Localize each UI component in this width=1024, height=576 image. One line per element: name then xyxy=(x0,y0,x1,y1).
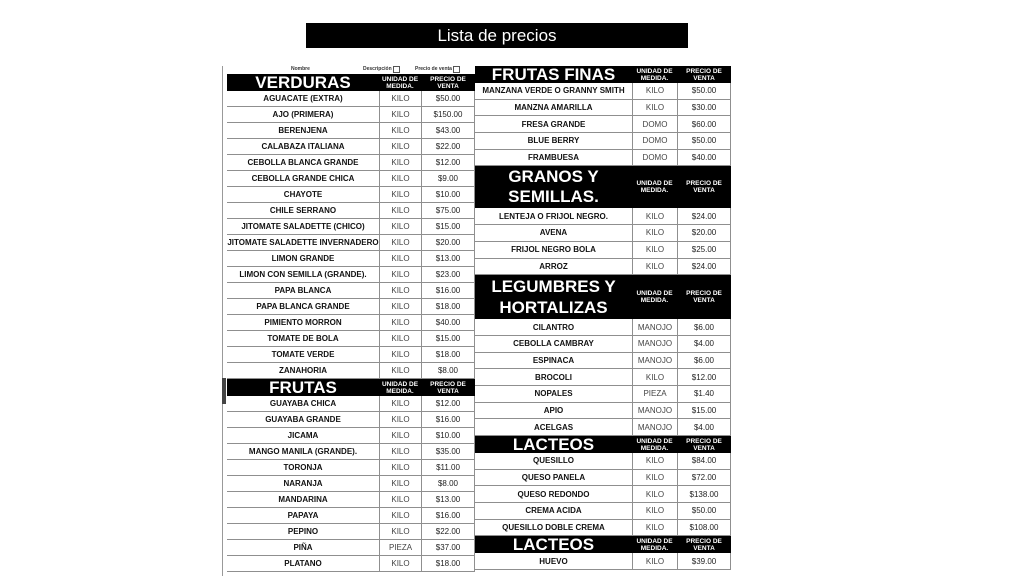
price-value: $40.00 xyxy=(421,315,475,330)
table-row xyxy=(227,556,475,572)
price-value: $1.40 xyxy=(677,386,731,402)
table-row xyxy=(475,336,731,353)
product-name: CEBOLLA GRANDE CHICA xyxy=(251,174,355,183)
price-value: $50.00 xyxy=(421,91,475,106)
unit-value: KILO xyxy=(379,219,421,234)
unit-value: KILO xyxy=(632,369,677,385)
product-name: CEBOLLA CAMBRAY xyxy=(513,339,594,349)
table-row xyxy=(475,83,731,100)
filter-row xyxy=(227,66,475,74)
table-row xyxy=(227,428,475,444)
table-row xyxy=(227,283,475,299)
table-row xyxy=(475,353,731,370)
section-header xyxy=(475,66,731,83)
price-value: $37.00 xyxy=(421,540,475,555)
section-header xyxy=(475,436,731,453)
product-name: JITOMATE SALADETTE INVERNADERO xyxy=(227,238,379,247)
product-name: JICAMA xyxy=(287,431,319,440)
product-name: PAPAYA xyxy=(287,511,319,520)
table-row xyxy=(475,453,731,470)
section-title: LACTEOS xyxy=(512,435,595,454)
product-name: BERENJENA xyxy=(278,126,328,135)
product-name: APIO xyxy=(543,405,564,415)
unit-value: MANOJO xyxy=(632,419,677,435)
unit-value: KILO xyxy=(379,556,421,571)
table-row xyxy=(475,553,731,570)
price-value: $35.00 xyxy=(421,444,475,459)
table-row xyxy=(475,470,731,487)
price-value: $25.00 xyxy=(677,242,731,258)
unit-value: KILO xyxy=(379,315,421,330)
price-value: $8.00 xyxy=(421,363,475,378)
section-title: LACTEOS xyxy=(512,535,595,555)
price-list-sheet xyxy=(222,66,731,576)
price-value: $84.00 xyxy=(677,453,731,469)
table-row xyxy=(475,403,731,420)
table-row xyxy=(475,100,731,117)
price-value: $15.00 xyxy=(421,219,475,234)
table-row xyxy=(227,347,475,363)
table-row xyxy=(475,242,731,259)
price-header: PRECIO DE VENTA xyxy=(430,380,466,395)
price-header: PRECIO DE VENTA xyxy=(686,290,722,305)
price-value: $15.00 xyxy=(421,331,475,346)
price-value: $13.00 xyxy=(421,492,475,507)
product-name: HUEVO xyxy=(539,556,568,566)
table-row xyxy=(475,486,731,503)
table-row xyxy=(475,259,731,276)
unit-value: KILO xyxy=(379,283,421,298)
price-value: $4.00 xyxy=(677,336,731,352)
price-value: $18.00 xyxy=(421,299,475,314)
price-value: $150.00 xyxy=(421,107,475,122)
product-name: MANGO MANILA (GRANDE). xyxy=(248,447,358,456)
table-row xyxy=(475,133,731,150)
section-title: FRUTAS FINAS xyxy=(491,66,616,84)
price-header: PRECIO DE VENTA xyxy=(686,67,722,82)
table-row xyxy=(475,369,731,386)
price-value: $9.00 xyxy=(421,171,475,186)
product-name: TOMATE VERDE xyxy=(271,350,335,359)
product-name: CILANTRO xyxy=(532,322,575,332)
table-row xyxy=(227,107,475,123)
price-value: $16.00 xyxy=(421,283,475,298)
table-row xyxy=(475,419,731,436)
unit-header: UNIDAD DE MEDIDA. xyxy=(381,380,419,395)
section-title: VERDURAS xyxy=(255,73,351,92)
price-value: $22.00 xyxy=(421,524,475,539)
product-name: JITOMATE SALADETTE (CHICO) xyxy=(241,222,365,231)
product-name: GUAYABA CHICA xyxy=(269,399,337,408)
unit-value: KILO xyxy=(379,235,421,250)
table-row xyxy=(227,460,475,476)
unit-value: KILO xyxy=(632,486,677,502)
unit-value: MANOJO xyxy=(632,353,677,369)
section-title: FRUTAS xyxy=(269,378,337,397)
table-row xyxy=(475,225,731,242)
dropdown-icon xyxy=(393,66,400,73)
unit-value: MANOJO xyxy=(632,403,677,419)
unit-value: KILO xyxy=(379,203,421,218)
price-value: $30.00 xyxy=(677,100,731,116)
unit-value: KILO xyxy=(379,91,421,106)
table-row xyxy=(227,315,475,331)
unit-value: KILO xyxy=(379,508,421,523)
unit-value: KILO xyxy=(632,225,677,241)
price-value: $24.00 xyxy=(677,259,731,275)
price-value: $12.00 xyxy=(421,155,475,170)
section-header xyxy=(475,275,731,319)
price-value: $72.00 xyxy=(677,470,731,486)
product-name: MANZNA AMARILLA xyxy=(514,103,593,113)
product-name: MANDARINA xyxy=(278,495,328,504)
dropdown-icon xyxy=(453,66,460,73)
table-row xyxy=(227,267,475,283)
product-name: ESPINACA xyxy=(532,355,575,365)
unit-header: UNIDAD DE MEDIDA. xyxy=(636,537,673,552)
unit-header: UNIDAD DE MEDIDA. xyxy=(636,290,673,305)
section-header xyxy=(227,379,475,396)
product-name: TOMATE DE BOLA xyxy=(267,334,339,343)
price-value: $50.00 xyxy=(677,133,731,149)
unit-value: KILO xyxy=(379,347,421,362)
table-row xyxy=(227,139,475,155)
section-header xyxy=(475,166,731,208)
product-name: PLATANO xyxy=(284,559,322,568)
table-row xyxy=(227,524,475,540)
table-row xyxy=(227,187,475,203)
price-value: $12.00 xyxy=(677,369,731,385)
price-value: $11.00 xyxy=(421,460,475,475)
price-value: $18.00 xyxy=(421,347,475,362)
product-name: LIMON CON SEMILLA (GRANDE). xyxy=(239,270,367,279)
unit-value: KILO xyxy=(632,470,677,486)
product-name: CALABAZA ITALIANA xyxy=(261,142,345,151)
price-value: $20.00 xyxy=(421,235,475,250)
price-value: $24.00 xyxy=(677,208,731,224)
price-value: $18.00 xyxy=(421,556,475,571)
price-value: $16.00 xyxy=(421,508,475,523)
table-row xyxy=(227,331,475,347)
table-row xyxy=(227,508,475,524)
table-row xyxy=(475,386,731,403)
unit-value: MANOJO xyxy=(632,319,677,335)
price-value: $6.00 xyxy=(677,319,731,335)
price-value: $15.00 xyxy=(677,403,731,419)
product-name: QUESILLO xyxy=(533,456,574,466)
unit-value: KILO xyxy=(379,524,421,539)
section-title: LEGUMBRES Y HORTALIZAS xyxy=(491,277,616,318)
unit-value: MANOJO xyxy=(632,336,677,352)
product-name: LIMON GRANDE xyxy=(271,254,335,263)
product-name: PEPINO xyxy=(287,527,319,536)
unit-value: DOMO xyxy=(632,150,677,166)
unit-value: KILO xyxy=(379,476,421,491)
product-name: ACELGAS xyxy=(533,422,574,432)
left-column xyxy=(227,66,475,572)
page-title: Lista de precios xyxy=(306,23,688,48)
unit-value: KILO xyxy=(379,123,421,138)
table-row xyxy=(475,520,731,537)
filter-price[interactable]: Precio de venta xyxy=(415,66,460,73)
unit-value: KILO xyxy=(379,460,421,475)
table-row xyxy=(227,203,475,219)
unit-value: KILO xyxy=(379,251,421,266)
price-value: $8.00 xyxy=(421,476,475,491)
unit-value: KILO xyxy=(379,428,421,443)
unit-value: KILO xyxy=(632,553,677,569)
price-header: PRECIO DE VENTA xyxy=(686,537,722,552)
price-value: $108.00 xyxy=(677,520,731,536)
product-name: AGUACATE (EXTRA) xyxy=(263,94,343,103)
price-header: PRECIO DE VENTA xyxy=(686,437,722,452)
unit-value: KILO xyxy=(379,412,421,427)
unit-value: KILO xyxy=(379,444,421,459)
unit-value: KILO xyxy=(379,331,421,346)
product-name: MANZANA VERDE O GRANNY SMITH xyxy=(482,86,625,96)
table-row xyxy=(227,412,475,428)
unit-value: PIEZA xyxy=(632,386,677,402)
product-name: QUESO PANELA xyxy=(521,473,586,483)
product-name: TORONJA xyxy=(283,463,323,472)
price-header: PRECIO DE VENTA xyxy=(686,180,722,195)
product-name: PAPA BLANCA xyxy=(274,286,332,295)
product-name: LENTEJA O FRIJOL NEGRO. xyxy=(499,211,608,221)
price-value: $60.00 xyxy=(677,116,731,132)
product-name: BLUE BERRY xyxy=(527,136,580,146)
price-value: $13.00 xyxy=(421,251,475,266)
filter-name[interactable]: Nombre xyxy=(291,66,310,72)
table-row xyxy=(475,503,731,520)
product-name: ZANAHORIA xyxy=(279,366,327,375)
table-row xyxy=(475,150,731,167)
product-name: PAPA BLANCA GRANDE xyxy=(256,302,350,311)
table-row xyxy=(227,235,475,251)
unit-value: KILO xyxy=(379,299,421,314)
filter-description[interactable]: Descripción xyxy=(363,66,400,73)
price-value: $43.00 xyxy=(421,123,475,138)
table-row xyxy=(227,91,475,107)
table-row xyxy=(227,123,475,139)
unit-value: KILO xyxy=(379,187,421,202)
product-name: NOPALES xyxy=(534,389,573,399)
product-name: CHAYOTE xyxy=(283,190,323,199)
table-row xyxy=(227,444,475,460)
unit-value: KILO xyxy=(379,267,421,282)
product-name: AJO (PRIMERA) xyxy=(272,110,334,119)
price-value: $23.00 xyxy=(421,267,475,282)
price-value: $39.00 xyxy=(677,553,731,569)
product-name: CHILE SERRANO xyxy=(269,206,337,215)
unit-value: KILO xyxy=(379,155,421,170)
product-name: PIÑA xyxy=(293,543,313,552)
price-value: $6.00 xyxy=(677,353,731,369)
table-row xyxy=(475,208,731,225)
table-row xyxy=(227,171,475,187)
unit-value: DOMO xyxy=(632,116,677,132)
price-header: PRECIO DE VENTA xyxy=(430,75,466,90)
price-value: $40.00 xyxy=(677,150,731,166)
price-value: $10.00 xyxy=(421,428,475,443)
product-name: GUAYABA GRANDE xyxy=(265,415,341,424)
product-name: ARROZ xyxy=(539,261,568,271)
unit-header: UNIDAD DE MEDIDA. xyxy=(636,180,673,195)
section-header xyxy=(227,74,475,91)
section-title: GRANOS Y SEMILLAS. xyxy=(508,167,599,207)
unit-value: KILO xyxy=(632,242,677,258)
unit-value: KILO xyxy=(379,396,421,411)
unit-value: KILO xyxy=(379,139,421,154)
product-name: FRIJOL NEGRO BOLA xyxy=(511,245,596,255)
table-row xyxy=(475,319,731,336)
unit-header: UNIDAD DE MEDIDA. xyxy=(636,437,673,452)
scan-artifact xyxy=(222,378,226,404)
unit-value: KILO xyxy=(632,520,677,536)
unit-value: KILO xyxy=(379,492,421,507)
product-name: CEBOLLA BLANCA GRANDE xyxy=(247,158,359,167)
unit-header: UNIDAD DE MEDIDA. xyxy=(636,67,673,82)
table-row xyxy=(227,363,475,379)
unit-value: DOMO xyxy=(632,133,677,149)
product-name: AVENA xyxy=(539,228,568,238)
product-name: FRESA GRANDE xyxy=(521,119,586,129)
unit-value: KILO xyxy=(379,171,421,186)
unit-value: KILO xyxy=(379,107,421,122)
table-row xyxy=(227,299,475,315)
right-column xyxy=(475,66,731,570)
table-row xyxy=(227,476,475,492)
unit-value: KILO xyxy=(379,363,421,378)
table-row xyxy=(227,396,475,412)
product-name: QUESO REDONDO xyxy=(517,489,590,499)
price-value: $75.00 xyxy=(421,203,475,218)
price-value: $4.00 xyxy=(677,419,731,435)
table-row xyxy=(227,251,475,267)
price-value: $16.00 xyxy=(421,412,475,427)
table-row xyxy=(227,219,475,235)
price-value: $50.00 xyxy=(677,83,731,99)
product-name: CREMA ACIDA xyxy=(525,506,582,516)
product-name: FRAMBUESA xyxy=(527,153,580,163)
unit-value: KILO xyxy=(632,259,677,275)
product-name: QUESILLO DOBLE CREMA xyxy=(502,523,605,533)
table-row xyxy=(227,540,475,556)
table-row xyxy=(227,155,475,171)
section-header xyxy=(475,536,731,553)
unit-value: KILO xyxy=(632,100,677,116)
price-value: $20.00 xyxy=(677,225,731,241)
price-value: $12.00 xyxy=(421,396,475,411)
table-row xyxy=(475,116,731,133)
unit-value: PIEZA xyxy=(379,540,421,555)
product-name: PIMIENTO MORRON xyxy=(264,318,342,327)
price-value: $22.00 xyxy=(421,139,475,154)
table-row xyxy=(227,492,475,508)
unit-value: KILO xyxy=(632,83,677,99)
unit-header: UNIDAD DE MEDIDA. xyxy=(381,75,419,90)
price-value: $50.00 xyxy=(677,503,731,519)
unit-value: KILO xyxy=(632,503,677,519)
unit-value: KILO xyxy=(632,208,677,224)
price-value: $138.00 xyxy=(677,486,731,502)
product-name: NARANJA xyxy=(283,479,323,488)
unit-value: KILO xyxy=(632,453,677,469)
price-value: $10.00 xyxy=(421,187,475,202)
product-name: BROCOLI xyxy=(535,372,572,382)
